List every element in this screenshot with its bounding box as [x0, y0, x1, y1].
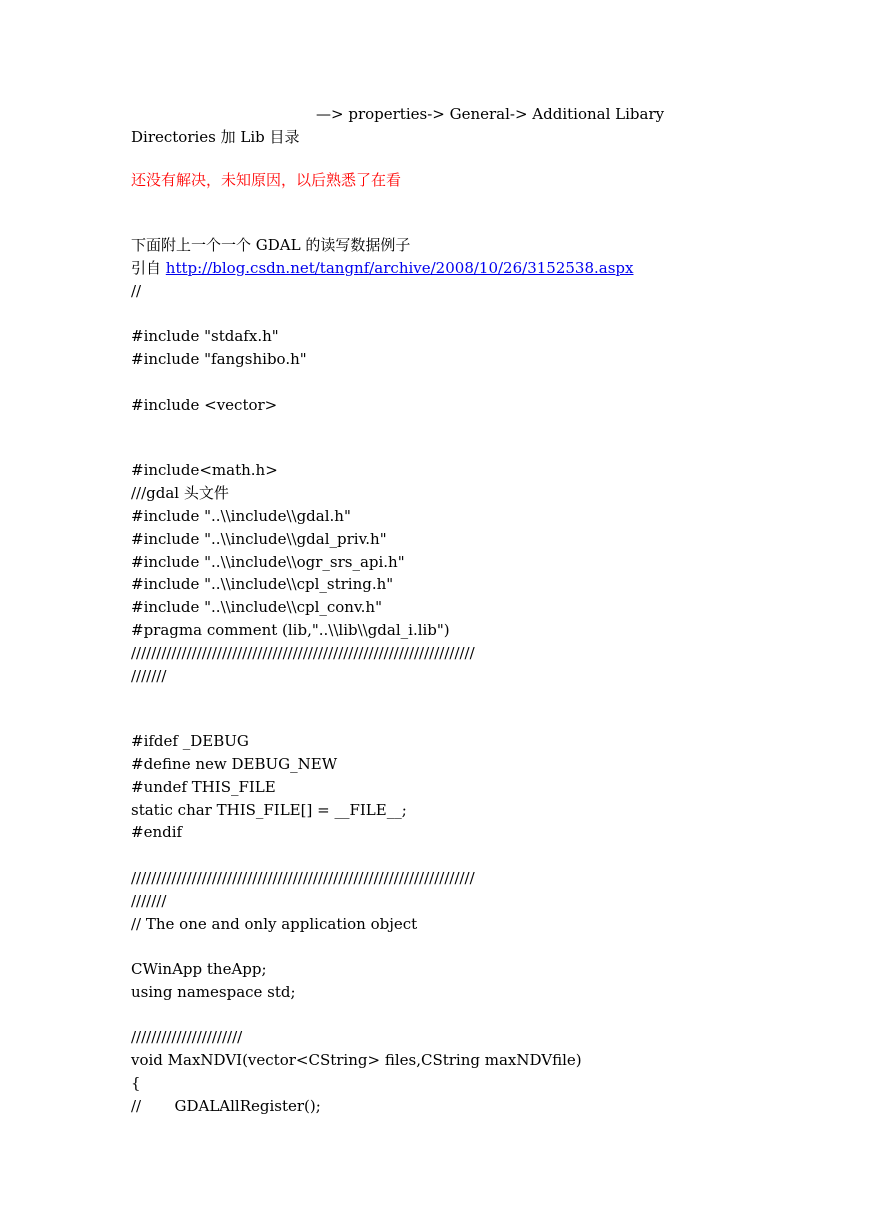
code-line-include-cpl-conv: #include "..\\include\\cpl_conv.h" [131, 598, 382, 617]
reference-prefix: 引自 [131, 258, 166, 277]
code-slashes: //////////////////////////////////////////////////////////////////// [131, 643, 475, 662]
reference-link[interactable]: http://blog.csdn.net/tangnf/archive/2008/10/26/3152538.aspx [165, 258, 634, 277]
code-line-pragma: #pragma comment (lib,"..\\lib\\gdal_i.lib") [131, 620, 450, 639]
spacer [131, 710, 741, 730]
code-comment: // [131, 281, 142, 300]
spacer [131, 439, 741, 459]
code-line-register: // GDALAllRegister(); [131, 1096, 321, 1115]
code-slashes: /////// [131, 666, 167, 685]
code-slashes: ////////////////////// [131, 1028, 243, 1047]
spacer [131, 844, 741, 867]
spacer [131, 687, 741, 710]
reference-line [131, 257, 741, 280]
code-slashes: //////////////////////////////////////////////////////////////////// [131, 868, 475, 887]
code-line-include-stdafx: #include "stdafx.h" [131, 327, 279, 346]
spacer [131, 935, 741, 958]
spacer [131, 1004, 741, 1027]
example-intro: 下面附上一个一个 GDAL 的读写数据例子 [131, 236, 411, 255]
code-line-define: #define new DEBUG_NEW [131, 754, 338, 773]
code-comment-gdal-header: ///gdal 头文件 [131, 484, 229, 503]
code-line-ifdef: #ifdef _DEBUG [131, 732, 249, 751]
code-line-static-char: static char THIS_FILE[] = __FILE__; [131, 800, 407, 819]
spacer [131, 191, 741, 214]
spacer [131, 214, 741, 234]
code-comment-app: // The one and only application object [131, 914, 418, 933]
spacer [131, 149, 741, 169]
code-line-open-brace: { [131, 1074, 141, 1093]
code-line-include-gdal-priv: #include "..\\include\\gdal_priv.h" [131, 529, 387, 548]
code-line-include-math: #include<math.h> [131, 461, 278, 480]
code-line-undef: #undef THIS_FILE [131, 777, 276, 796]
code-line-function-signature: void MaxNDVI(vector<CString> files,CString maxNDVfile) [131, 1051, 582, 1070]
code-line-include-ogr: #include "..\\include\\ogr_srs_api.h" [131, 552, 405, 571]
code-line-endif: #endif [131, 823, 183, 842]
code-line-cwinapp: CWinApp theApp; [131, 960, 267, 979]
spacer [131, 417, 741, 440]
unresolved-note: 还没有解决，未知原因，以后熟悉了在看 [131, 170, 402, 189]
code-line-include-fangshibo: #include "fangshibo.h" [131, 350, 307, 369]
document-page [131, 103, 741, 1118]
spacer [131, 303, 741, 326]
menu-path-line: —> properties-> General-> Additional Libary [316, 105, 665, 123]
code-line-include-vector: #include <vector> [131, 395, 278, 414]
code-line-include-cpl-string: #include "..\\include\\cpl_string.h" [131, 575, 394, 594]
code-slashes: /////// [131, 891, 167, 910]
spacer [131, 371, 741, 394]
directories-line: Directories 加 Lib 目录 [131, 127, 300, 146]
code-line-include-gdal: #include "..\\include\\gdal.h" [131, 506, 351, 525]
code-line-using: using namespace std; [131, 982, 296, 1001]
